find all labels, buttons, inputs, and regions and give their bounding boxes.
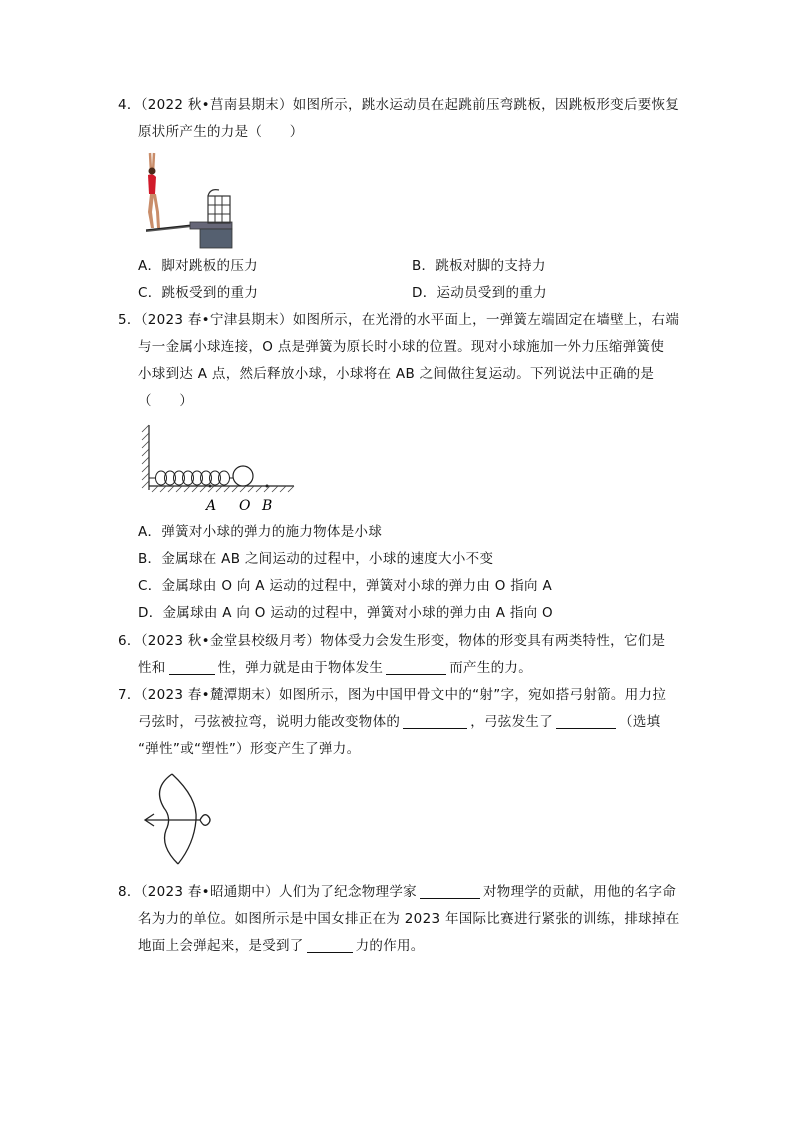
oracle-bone-she-character-figure: [138, 768, 218, 868]
q4-option-b: B．跳板对脚的支持力: [412, 258, 546, 274]
q4-option-c: C．跳板受到的重力: [138, 285, 259, 301]
point-b-label: B: [262, 498, 273, 514]
q6-text-c: 而产生的力。: [449, 660, 533, 676]
q8-stem-line1: [118, 882, 676, 902]
q7-blank-1[interactable]: [403, 714, 467, 729]
q8-blank-1[interactable]: [420, 884, 480, 899]
q8-text-b: 对物理学的贡献，用他的名字命: [482, 884, 677, 900]
q4-option-d: D．运动员受到的重力: [412, 285, 547, 301]
q5-stem-line3: 小球到达 A 点，然后释放小球，小球将在 AB 之间做往复运动。下列说法中正确的是: [138, 366, 655, 382]
q5-stem-line4: （ ）: [138, 393, 194, 409]
q8-text-a: 8．（2023 春•昭通期中）人们为了纪念物理学家: [118, 884, 417, 900]
q8-stem-line2: 名为力的单位。如图所示是中国女排正在为 2023 年国际比赛进行紧张的训练，排球掉在: [138, 911, 680, 927]
q6-blank-2[interactable]: [386, 660, 446, 675]
q4-stem-line1: 4．（2022 秋•莒南县期末）如图所示，跳水运动员在起跳前压弯跳板，因跳板形变后要恢复: [118, 97, 680, 113]
q6-text-a: 性和: [138, 660, 166, 676]
q7-text-a: 弓弦时，弓弦被拉弯，说明力能改变物体的: [138, 714, 401, 730]
q5-option-b: B．金属球在 AB 之间运动的过程中，小球的速度大小不变: [138, 551, 494, 567]
q5-stem-line2: 与一金属小球连接，O 点是弹簧为原长时小球的位置。现对小球施加一外力压缩弹簧使: [138, 339, 665, 355]
q5-option-c: C．金属球由 O 向 A 运动的过程中，弹簧对小球的弹力由 O 指向 A: [138, 578, 552, 594]
q6-stem-line1: 6．（2023 秋•金堂县校级月考）物体受力会发生形变，物体的形变具有两类特性，它们是: [118, 633, 666, 649]
spring-ball-figure: [140, 420, 300, 515]
diving-board-figure: [140, 150, 235, 250]
q6-blank-1[interactable]: [169, 660, 215, 675]
ball-icon: [233, 466, 253, 486]
q6-stem-line2: [138, 658, 532, 678]
q5-option-d: D．金属球由 A 向 O 运动的过程中，弹簧对小球的弹力由 A 指向 O: [138, 605, 553, 621]
q7-text-c: （选填: [619, 714, 661, 730]
q8-blank-2[interactable]: [307, 938, 353, 953]
q7-stem-line2: [138, 712, 660, 732]
q7-blank-2[interactable]: [556, 714, 616, 729]
q5-stem-line1: 5．（2023 春•宁津县期末）如图所示，在光滑的水平面上，一弹簧左端固定在墙壁上，右端: [118, 312, 680, 328]
q8-text-c: 地面上会弹起来，是受到了: [138, 938, 304, 954]
q8-text-d: 力的作用。: [355, 938, 425, 954]
q6-text-b: 性，弹力就是由于物体发生: [217, 660, 384, 676]
q5-option-a: A．弹簧对小球的弹力的施力物体是小球: [138, 524, 383, 540]
q7-stem-line1: 7．（2023 春•麓潭期末）如图所示，图为中国甲骨文中的“射”字，宛如搭弓射箭。用力拉: [118, 687, 667, 703]
point-a-label: A: [206, 498, 217, 514]
spring-icon: [149, 471, 235, 485]
point-o-label: O: [239, 498, 251, 514]
q7-text-b: ，弓弦发生了: [470, 714, 554, 730]
q4-stem-line2: 原状所产生的力是（ ）: [138, 124, 304, 140]
q8-stem-line3: [138, 936, 425, 956]
q7-stem-line3: “弹性”或“塑性”）形变产生了弹力。: [138, 741, 361, 757]
bow-arrow-icon: [145, 774, 210, 864]
q4-option-a: A．脚对跳板的压力: [138, 258, 258, 274]
diver-icon: [148, 153, 160, 228]
